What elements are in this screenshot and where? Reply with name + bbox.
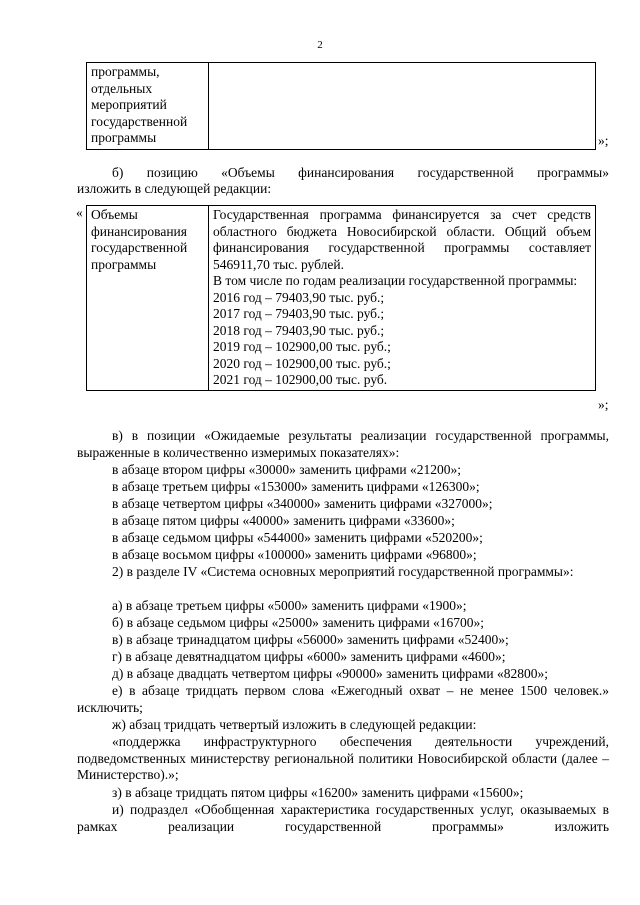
table-cell-content [209,206,596,391]
paragraph: ж) абзац тридцать четвертый изложить в следующей редакции: [112,717,477,732]
cell-line: государственной [91,240,188,255]
page-number: 2 [317,39,323,51]
table-financing [86,205,596,391]
paragraph: г) в абзаце девятнадцатом цифры «6000» заменить цифрами «4600»; [112,649,506,664]
cell-line: программы, [91,64,160,79]
paragraph: «поддержка инфраструктурного обеспечения деятельности учреждений, подведомственных министерству региональной политики Новосибирской области (далее – Министерство).»; [77,734,609,782]
cell-line: мероприятий [91,97,167,112]
closing-quote: »; [598,397,609,412]
paragraph: в абзаце третьем цифры «153000» заменить цифрами «126300»; [112,479,480,494]
paragraph: в абзаце четвертом цифры «340000» заменить цифрами «327000»; [112,496,493,511]
paragraph: з) в абзаце тридцать пятом цифры «16200» заменить цифрами «15600»; [112,785,524,800]
year-line: 2018 год – 79403,90 тыс. руб.; [213,322,385,338]
cell-line: отдельных [91,80,153,96]
paragraph: в абзаце втором цифры «30000» заменить цифрами «21200»; [112,462,462,477]
paragraph: в) в позиции «Ожидаемые результаты реализации государственной программы, выраженные в количественно измеримых показателях»: [77,428,609,460]
years-intro: В том числе по годам реализации государственной программы: [213,273,578,288]
year-line: 2016 год – 79403,90 тыс. руб.; [213,289,385,305]
cell-line: финансирования [91,223,187,239]
table-cell-empty [209,63,596,150]
table-cell-label [87,206,209,391]
year-line: 2019 год – 102900,00 тыс. руб.; [213,339,391,354]
paragraph: д) в абзаце двадцать четвертом цифры «90000» заменить цифрами «82800»; [112,666,549,681]
opening-quote: « [76,205,83,220]
paragraph: в абзаце восьмом цифры «100000» заменить цифрами «96800»; [112,547,477,562]
cell-line: Объемы [91,207,138,222]
closing-quote: »; [598,133,609,148]
table-row [87,206,596,391]
financing-text: Государственная программа финансируется за счет средств областного бюджета Новосибирской области. Общий объем финансирования государственной программы составляет 546911,70 тыс. рублей. [213,207,591,272]
paragraph: 2) в разделе IV «Система основных мероприятий государственной программы»: [112,564,574,579]
cell-line: государственной [91,113,188,129]
paragraph: а) в абзаце третьем цифры «5000» заменить цифрами «1900»; [112,598,467,613]
paragraph: в абзаце седьмом цифры «544000» заменить цифрами «520200»; [112,530,483,545]
table-cell-label [87,63,209,150]
paragraph-b-line2: изложить в следующей редакции: [77,181,272,196]
paragraph: в) в абзаце тринадцатом цифры «56000» заменить цифрами «52400»; [112,632,509,647]
paragraph-b-line1: б) позицию «Объемы финансирования государственной программы» [112,165,609,180]
table-continuation [86,62,596,150]
paragraph: в абзаце пятом цифры «40000» заменить цифрами «33600»; [112,513,455,528]
paragraph: и) подраздел «Обобщенная характеристика государственных услуг, оказываемых в рамках реализации государственной программы» изложить [77,802,609,834]
cell-line: программы [91,256,157,272]
table-row [87,63,596,150]
year-line: 2017 год – 79403,90 тыс. руб.; [213,306,385,321]
year-line: 2021 год – 102900,00 тыс. руб. [213,372,388,387]
paragraph: б) в абзаце седьмом цифры «25000» заменить цифрами «16700»; [112,615,485,630]
paragraph: е) в абзаце тридцать первом слова «Ежегодный охват – не менее 1500 человек.» исключить; [77,683,609,715]
year-line: 2020 год – 102900,00 тыс. руб.; [213,355,391,371]
cell-line: программы [91,130,157,145]
